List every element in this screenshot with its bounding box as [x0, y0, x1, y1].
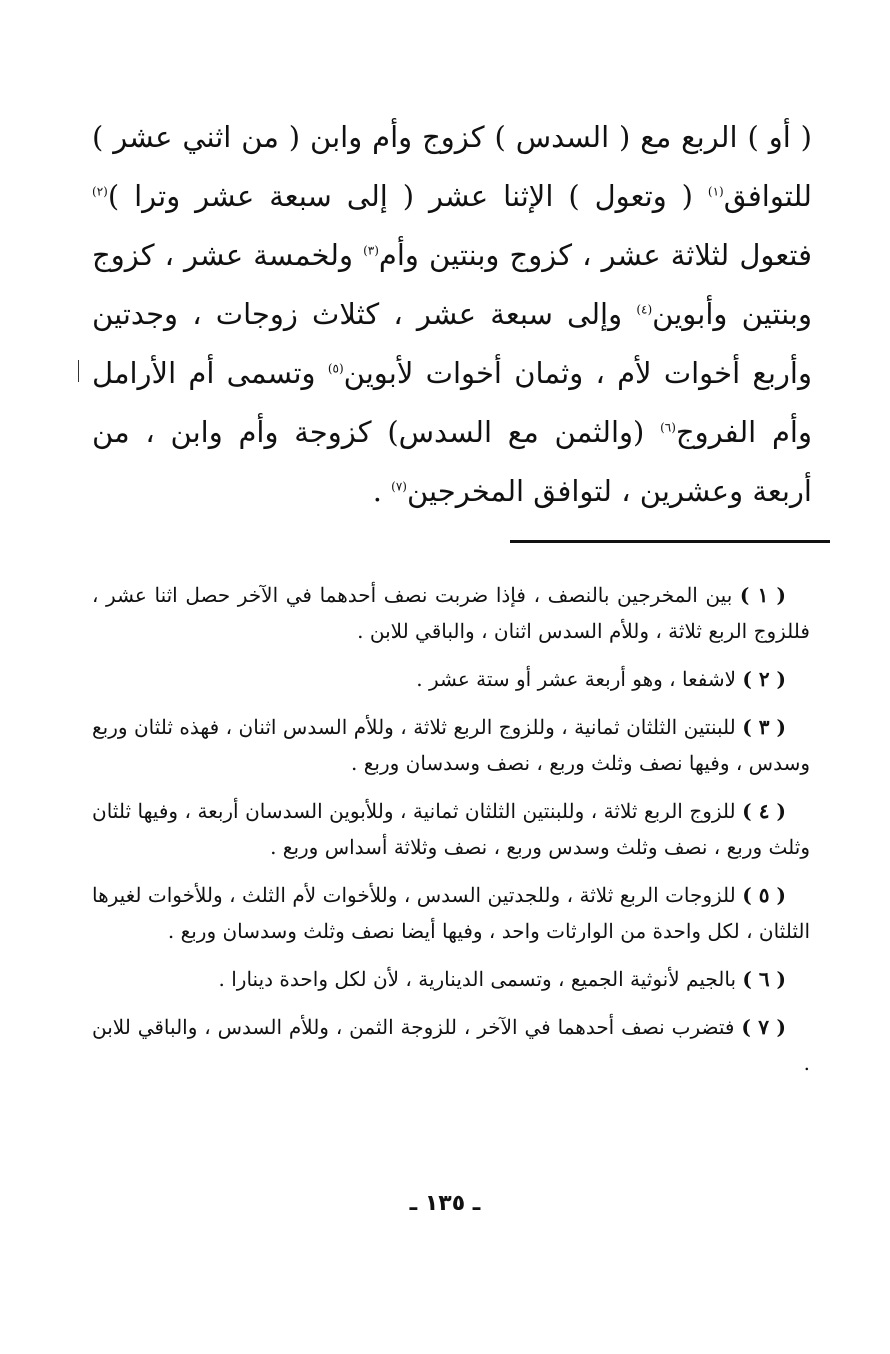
footnote	[92, 661, 810, 697]
footnote-number: ( ٤ )	[742, 799, 786, 823]
footnote-number: ( ٣ )	[742, 715, 787, 739]
footnote-number: ( ٧ )	[741, 1015, 786, 1039]
footnote-ref: (٦)	[660, 420, 676, 435]
main-segment: ( وتعول ) الإثنا عشر ( إلى سبعة عشر وترا )	[107, 179, 708, 213]
footnote-text: فتضرب نصف أحدهما في الآخر ، للزوجة الثمن ، وللأم السدس ، والباقي للابن .	[92, 1015, 810, 1075]
footnote-number: ( ٢ )	[742, 667, 786, 691]
main-text	[92, 108, 812, 521]
footnote	[92, 961, 810, 997]
footnote-ref: (٣)	[363, 243, 379, 258]
footnote	[92, 793, 810, 865]
footnote-ref: (٢)	[92, 184, 108, 199]
main-segment: ولخمسة عشر ، كزوج وبنتين وأبوين	[92, 238, 812, 331]
main-segment: وتسمى أم الأرامل وأم الفروج	[92, 356, 812, 449]
footnote-divider	[510, 540, 830, 543]
main-segment: فتعول لثلاثة عشر ، كزوج وبنتين وأم	[378, 238, 812, 272]
footnote-text: بالجيم لأنوثية الجميع ، وتسمى الدينارية ، لأن لكل واحدة دينارا .	[218, 967, 737, 991]
footnote	[92, 709, 810, 781]
footnote-ref: (٥)	[327, 361, 344, 376]
main-segment: ( أو ) الربع مع ( السدس ) كزوج وأم وابن ( من اثني عشر ) للتوافق	[92, 120, 812, 213]
scan-mark	[78, 360, 79, 382]
footnote-text: لاشفعا ، وهو أربعة عشر أو ستة عشر .	[416, 667, 737, 691]
footnote-number: ( ٥ )	[742, 883, 786, 907]
footnote-ref: (٤)	[636, 302, 653, 317]
footnote-text: بين المخرجين بالنصف ، فإذا ضربت نصف أحدهما في الآخر حصل اثنا عشر ، فللزوج الربع ثلاثة ، وللأم السدس اثنان ، والباقي للابن .	[92, 583, 810, 643]
footnotes	[92, 577, 810, 1093]
footnote-number: ( ١ )	[739, 583, 786, 607]
main-segment: (والثمن مع السدس) كزوجة وأم وابن ، من أربعة وعشرين ، لتوافق المخرجين	[92, 415, 812, 508]
main-segment: وإلى سبعة عشر ، كثلاث زوجات ، وجدتين وأربع أخوات لأم ، وثمان أخوات لأبوين	[92, 297, 812, 390]
footnote-ref: (١)	[707, 184, 724, 199]
page-number: ـ ١٣٥ ـ	[409, 1191, 481, 1216]
footnote	[92, 1009, 810, 1081]
footnote	[92, 577, 810, 649]
footnote-text: للزوجات الربع ثلاثة ، وللجدتين السدس ، وللأخوات لأم الثلث ، وللأخوات لغيرها الثلثان ، لكل واحدة من الوارثات واحد ، وفيها أيضا نصف وثلث وسدسان وربع .	[92, 883, 810, 943]
footnote	[92, 877, 810, 949]
footnote-ref: (٧)	[391, 479, 407, 494]
main-segment: .	[372, 474, 392, 508]
footnote-text: للبنتين الثلثان ثمانية ، وللزوج الربع ثلاثة ، وللأم السدس اثنان ، فهذه ثلثان وربع وسدس ، وفيها نصف وثلث وربع ، نصف وسدسان وربع .	[92, 715, 810, 775]
footnote-number: ( ٦ )	[742, 967, 786, 991]
footnote-text: للزوج الربع ثلاثة ، وللبنتين الثلثان ثمانية ، وللأبوين السدسان أربعة ، وفيها ثلثان وثلث وربع ، نصف وثلث وسدس وربع ، نصف وثلاثة أسداس وربع .	[92, 799, 810, 859]
